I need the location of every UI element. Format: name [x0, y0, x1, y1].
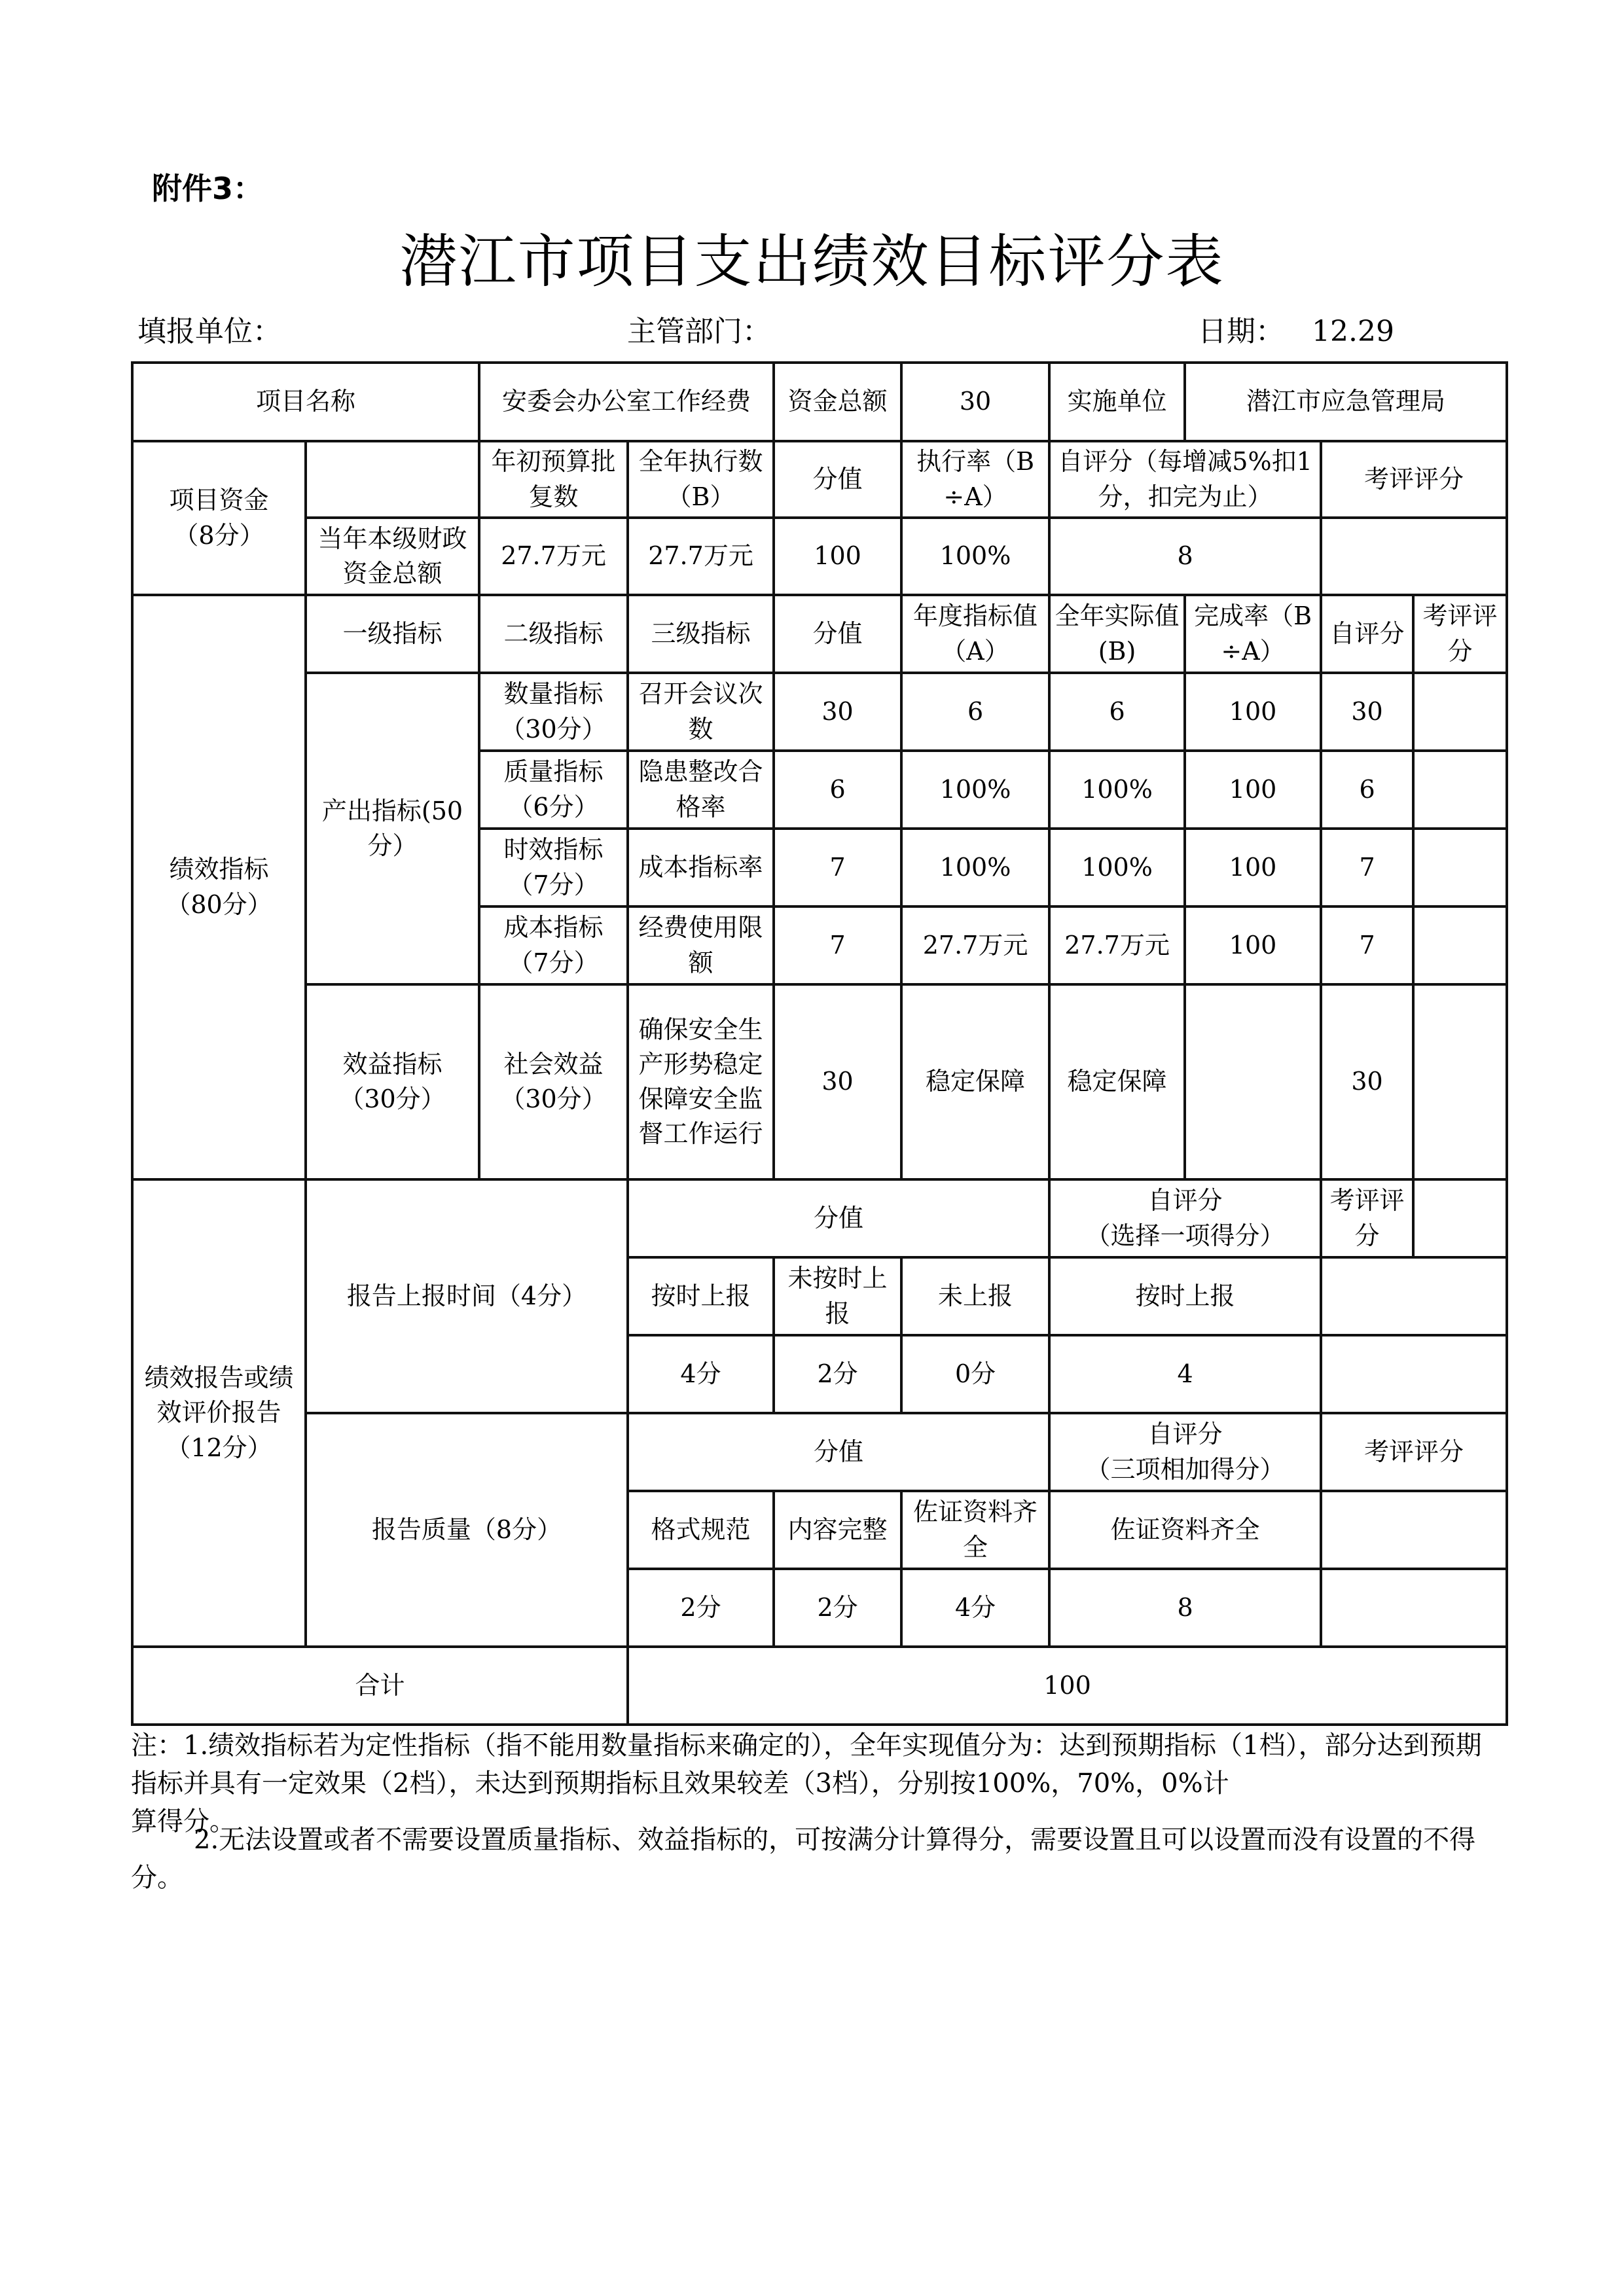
perf-head-level1: 一级指标: [306, 595, 479, 673]
perf-score: 30: [774, 984, 901, 1179]
funds-head-self-score: 自评分（每增减5%扣1分，扣完为止）: [1049, 441, 1321, 518]
perf-target: 6: [901, 673, 1049, 751]
funds-budget-value: 27.7万元: [479, 518, 628, 595]
perf-self-score: 6: [1321, 751, 1413, 829]
report-quality-option-score: 2分: [774, 1569, 901, 1647]
perf-review-score: [1413, 906, 1507, 984]
project-name-value: 安委会办公室工作经费: [479, 363, 774, 441]
report-time-review-score: [1321, 1335, 1507, 1413]
funds-head-executed: 全年执行数（B）: [628, 441, 774, 518]
perf-target: 100%: [901, 829, 1049, 906]
report-quality-review-cell: [1321, 1491, 1507, 1569]
perf-score: 7: [774, 829, 901, 906]
report-time-review-cell: [1321, 1257, 1507, 1335]
funds-head-review-score: 考评评分: [1321, 441, 1507, 518]
report-time-option: 未按时上报: [774, 1257, 901, 1335]
funds-head-budget: 年初预算批复数: [479, 441, 628, 518]
perf-target: 100%: [901, 751, 1049, 829]
perf-completion: 100: [1185, 829, 1321, 906]
report-time-review-head: 考评评分: [1321, 1179, 1413, 1257]
note-1: 注：1.绩效指标若为定性指标（指不能用数量指标来确定的），全年实现值分为：达到预期指标（1档），部分达到预期指标并具有一定效果（2档），未达到预期指标且效果较差（3档），分别按100%，70%，0%计: [131, 1731, 1482, 1799]
report-quality-review-head: 考评评分: [1321, 1413, 1507, 1491]
perf-head-completion: 完成率（B÷A）: [1185, 595, 1321, 673]
date-field: [1198, 308, 1394, 350]
perf-completion: 100: [1185, 906, 1321, 984]
report-time-blank-cell: [1413, 1179, 1507, 1257]
note-1-tail: 算得分。: [131, 1806, 236, 1837]
note-2: 2.无法设置或者不需要设置质量指标、效益指标的，可按满分计算得分，需要设置且可以设置而没有设置的不得分。: [131, 1825, 1476, 1893]
perf-review-score: [1413, 751, 1507, 829]
score-table: [131, 361, 1508, 1726]
date-label: 日期：: [1198, 315, 1284, 348]
output-indicator-label: 产出指标(50分）: [306, 673, 479, 984]
perf-head-level2: 二级指标: [479, 595, 628, 673]
funds-header-row: [132, 441, 1507, 518]
perf-score: 7: [774, 906, 901, 984]
table-row: [132, 984, 1507, 1179]
total-label: 合计: [132, 1647, 628, 1725]
perf-self-score: 30: [1321, 984, 1413, 1179]
perf-completion: 100: [1185, 673, 1321, 751]
funds-executed-value: 27.7万元: [628, 518, 774, 595]
impl-unit-label: 实施单位: [1049, 363, 1185, 441]
perf-completion: 100: [1185, 751, 1321, 829]
perf-level2: 质量指标（6分）: [479, 751, 628, 829]
funds-score-value: 100: [774, 518, 901, 595]
perf-level2: 时效指标（7分）: [479, 829, 628, 906]
perf-review-score: [1413, 829, 1507, 906]
perf-head-actual: 全年实际值(B): [1049, 595, 1185, 673]
benefit-indicator-label: 效益指标 （30分）: [306, 984, 479, 1179]
page-title: 潜江市项目支出绩效目标评分表: [399, 228, 1225, 295]
perf-score: 30: [774, 673, 901, 751]
perf-actual: 27.7万元: [1049, 906, 1185, 984]
attachment-label: 附件3：: [152, 171, 264, 206]
table-row: [132, 673, 1507, 751]
funds-head-score: 分值: [774, 441, 901, 518]
perf-actual: 100%: [1049, 829, 1185, 906]
perf-self-score: 7: [1321, 906, 1413, 984]
perf-level2: 数量指标（30分）: [479, 673, 628, 751]
report-quality-option: 格式规范: [628, 1491, 774, 1569]
perf-section-label: 绩效指标 （80分）: [132, 595, 306, 1179]
report-quality-label: 报告质量（8分）: [306, 1413, 628, 1647]
total-row: [132, 1647, 1507, 1725]
perf-head-annual-target: 年度指标值（A）: [901, 595, 1049, 673]
perf-actual: 6: [1049, 673, 1185, 751]
funds-row-label: 当年本级财政资金总额: [306, 518, 479, 595]
fill-unit-label: 填报单位：: [137, 315, 281, 348]
funds-self-score-value: 8: [1049, 518, 1321, 595]
perf-level3: 隐患整改合格率: [628, 751, 774, 829]
perf-level3: 确保安全生产形势稳定保障安全监督工作运行: [628, 984, 774, 1179]
report-quality-review-score: [1321, 1569, 1507, 1647]
report-time-option-score: 4分: [628, 1335, 774, 1413]
perf-review-score: [1413, 673, 1507, 751]
funds-section-label: 项目资金 （8分）: [132, 441, 306, 595]
perf-actual: 100%: [1049, 751, 1185, 829]
report-time-option-score: 2分: [774, 1335, 901, 1413]
dept-label: 主管部门：: [627, 315, 771, 348]
perf-head-review-score: 考评评分: [1413, 595, 1507, 673]
perf-head-score: 分值: [774, 595, 901, 673]
total-value: 100: [628, 1647, 1507, 1725]
perf-level3: 经费使用限额: [628, 906, 774, 984]
report-quality-self-head: 自评分 （三项相加得分）: [1049, 1413, 1321, 1491]
total-funds-label: 资金总额: [774, 363, 901, 441]
perf-header-row: [132, 595, 1507, 673]
report-quality-self-score: 8: [1049, 1569, 1321, 1647]
notes: [131, 1727, 1499, 1897]
report-time-head-row: [132, 1179, 1507, 1257]
report-section-label: 绩效报告或绩效评价报告（12分）: [132, 1179, 306, 1647]
report-time-option: 按时上报: [628, 1257, 774, 1335]
funds-exec-rate-value: 100%: [901, 518, 1049, 595]
date-value: 12.29: [1311, 315, 1394, 348]
report-time-score-head: 分值: [628, 1179, 1049, 1257]
report-quality-selected: 佐证资料齐全: [1049, 1491, 1321, 1569]
perf-actual: 稳定保障: [1049, 984, 1185, 1179]
perf-review-score: [1413, 984, 1507, 1179]
report-time-selected: 按时上报: [1049, 1257, 1321, 1335]
perf-head-self-score: 自评分: [1321, 595, 1413, 673]
funds-review-score-value: [1321, 518, 1507, 595]
perf-completion: [1185, 984, 1321, 1179]
impl-unit-value: 潜江市应急管理局: [1185, 363, 1507, 441]
funds-value-row: [132, 518, 1507, 595]
perf-self-score: 30: [1321, 673, 1413, 751]
report-quality-head-row: [132, 1413, 1507, 1491]
perf-level2: 成本指标（7分）: [479, 906, 628, 984]
report-time-self-head: 自评分 （选择一项得分）: [1049, 1179, 1321, 1257]
report-quality-option-score: 4分: [901, 1569, 1049, 1647]
report-time-option-score: 0分: [901, 1335, 1049, 1413]
funds-blank-cell: [306, 441, 479, 518]
project-info-row: [132, 363, 1507, 441]
project-name-label: 项目名称: [132, 363, 479, 441]
perf-level3: 召开会议次数: [628, 673, 774, 751]
total-funds-value: 30: [901, 363, 1049, 441]
report-time-self-score: 4: [1049, 1335, 1321, 1413]
perf-level3: 成本指标率: [628, 829, 774, 906]
perf-target: 稳定保障: [901, 984, 1049, 1179]
funds-head-exec-rate: 执行率（B÷A）: [901, 441, 1049, 518]
report-time-label: 报告上报时间（4分）: [306, 1179, 628, 1413]
report-quality-score-head: 分值: [628, 1413, 1049, 1491]
report-quality-option: 佐证资料齐全: [901, 1491, 1049, 1569]
perf-score: 6: [774, 751, 901, 829]
perf-head-level3: 三级指标: [628, 595, 774, 673]
perf-self-score: 7: [1321, 829, 1413, 906]
report-time-option: 未上报: [901, 1257, 1049, 1335]
perf-level2: 社会效益 （30分）: [479, 984, 628, 1179]
report-quality-option-score: 2分: [628, 1569, 774, 1647]
report-quality-option: 内容完整: [774, 1491, 901, 1569]
perf-target: 27.7万元: [901, 906, 1049, 984]
